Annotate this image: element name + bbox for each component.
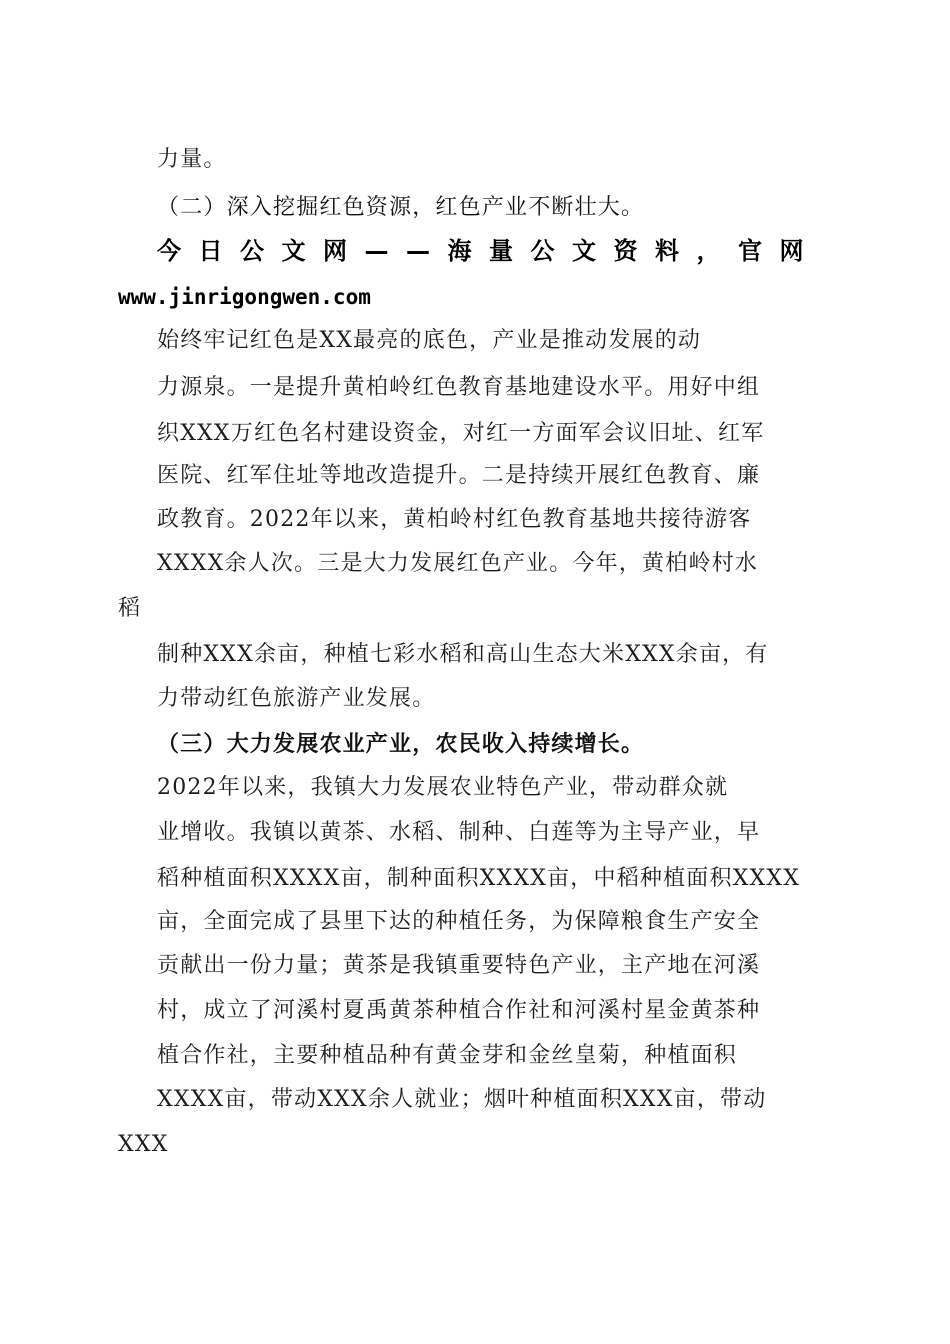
text-line: XXXX余人次。三是大力发展红色产业。今年，黄柏岭村水	[157, 551, 759, 576]
text-line: 植合作社，主要种植品种有黄金芽和金丝皇菊，种植面积	[157, 1043, 738, 1068]
section-heading-2: （二）深入挖掘红色资源，红色产业不断壮大。	[157, 195, 645, 220]
text-line: 稻种植面积XXXX亩，制种面积XXXX亩，中稻种植面积XXXX	[157, 866, 801, 891]
section-heading-3: （三）大力发展农业产业，农民收入持续增长。	[157, 731, 645, 757]
text-line: 医院、红军住址等地改造提升。二是持续开展红色教育、廉	[157, 463, 761, 488]
text-line: 稻	[118, 596, 142, 621]
text-line: 制种XXX余亩，种植七彩水稻和高山生态大米XXX余亩，有	[157, 642, 769, 667]
text-line: 政教育。2022年以来，黄柏岭村红色教育基地共接待游客	[157, 507, 752, 532]
text-line: 贡献出一份力量；黄茶是我镇重要特色产业，主产地在河溪	[157, 953, 761, 978]
text-line: 亩，全面完成了县里下达的种植任务，为保障粮食生产安全	[157, 909, 761, 934]
text-line: XXX	[118, 1132, 169, 1157]
text-line: XXXX亩，带动XXX余人就业；烟叶种植面积XXX亩，带动	[157, 1087, 767, 1112]
text-line: 始终牢记红色是XX最亮的底色，产业是推动发展的动	[157, 328, 702, 353]
text-line: 力带动红色旅游产业发展。	[157, 686, 436, 711]
text-line: 力量。	[157, 147, 227, 172]
text-line: 业增收。我镇以黄茶、水稻、制种、白莲等为主导产业，早	[157, 820, 761, 845]
text-line: 村，成立了河溪村夏禹黄茶种植合作社和河溪村星金黄茶种	[157, 998, 761, 1023]
text-line: 2022年以来，我镇大力发展农业特色产业，带动群众就	[157, 775, 729, 800]
text-line: 织XXX万红色名村建设资金，对红一方面军会议旧址、红军	[157, 421, 765, 446]
text-line: 力源泉。一是提升黄柏岭红色教育基地建设水平。用好中组	[157, 375, 761, 400]
watermark-heading: 今日公文网——海量公文资料，官网	[157, 237, 821, 265]
watermark-url: www.jinrigongwen.com	[118, 285, 371, 309]
